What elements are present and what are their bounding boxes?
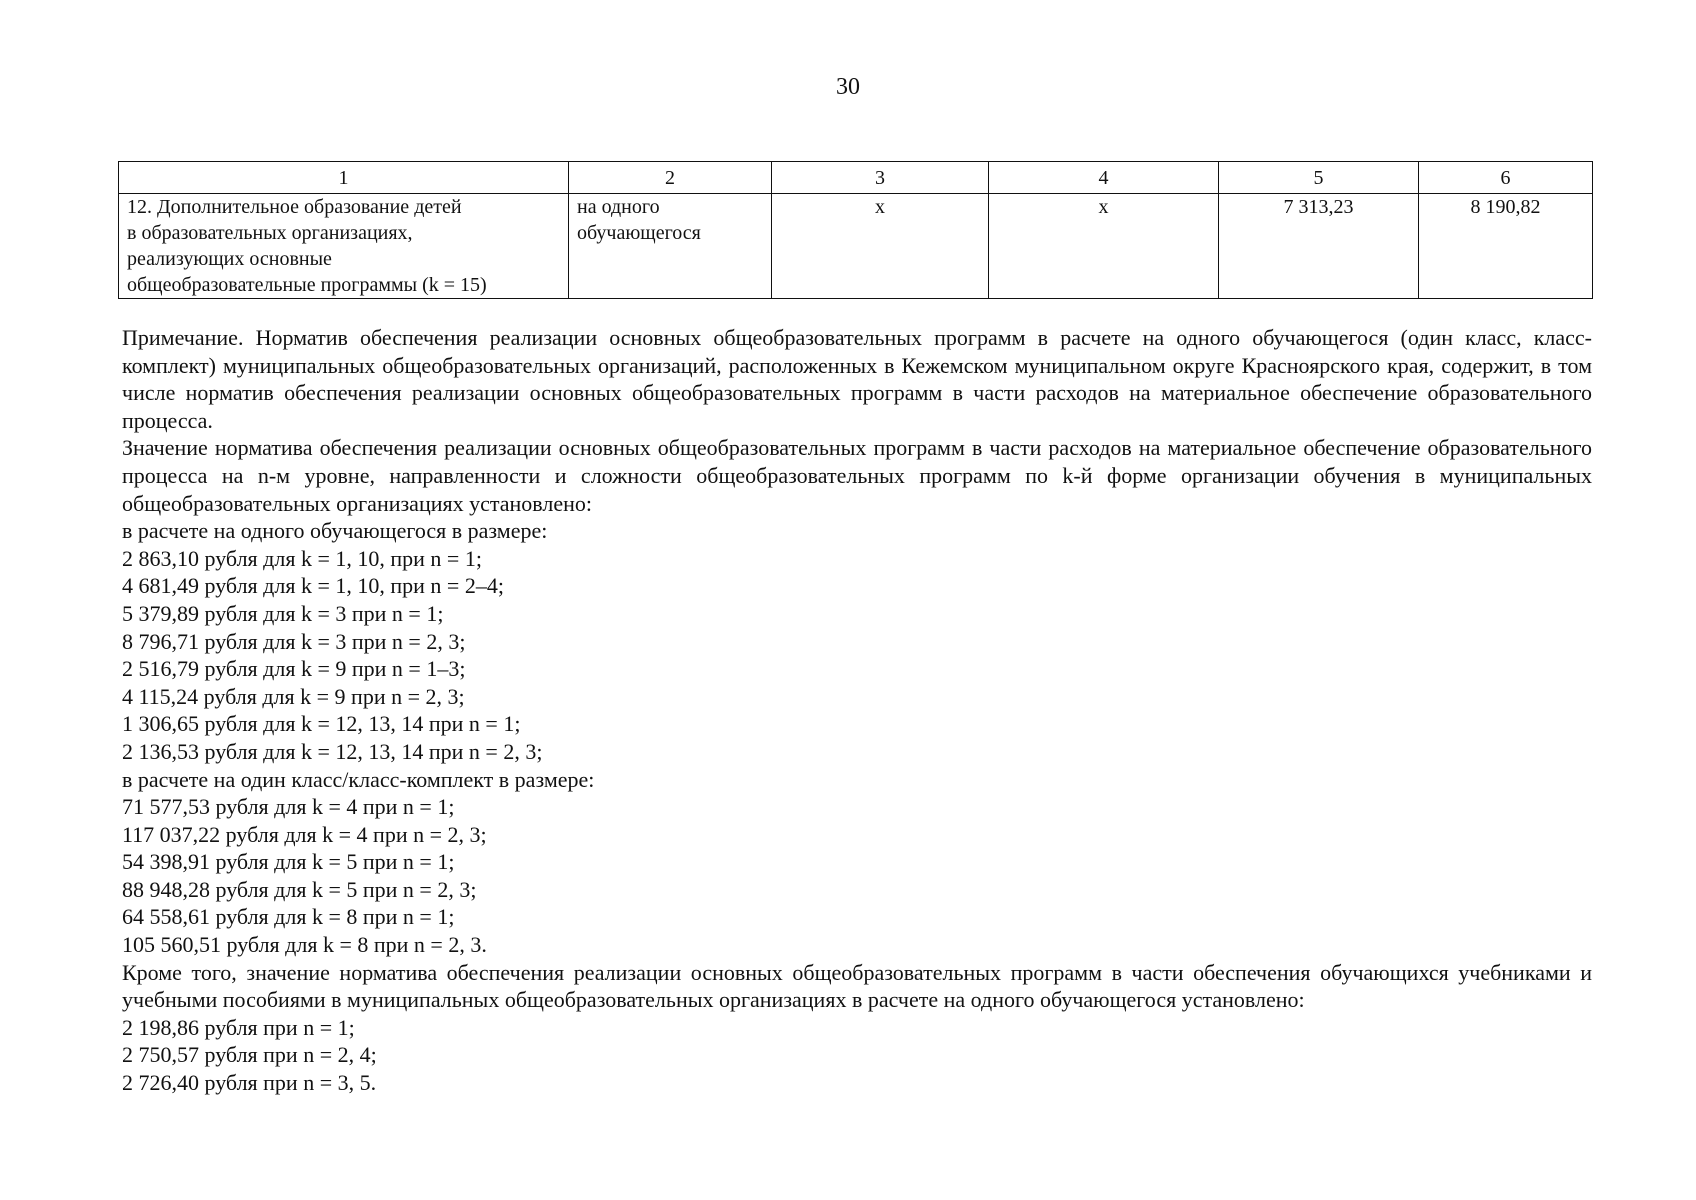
table-row [119, 194, 1593, 299]
row-name-cell [119, 194, 569, 299]
per-class-heading: в расчете на один класс/класс-комплект в размере: [122, 766, 595, 792]
per-class-list [122, 793, 1592, 959]
list-item: 8 796,71 рубля для k = 3 при n = 2, 3; [122, 628, 466, 654]
list-item: 2 136,53 рубля для k = 12, 13, 14 при n = 2, 3; [122, 738, 543, 764]
note-paragraph-1: Примечание. Норматив обеспечения реализации основных общеобразовательных программ в расчете на одного обучающегося (один класс, класс-комплект) муниципальных общеобразовательных организаций, расположенных в Кежемском муниципальном округе Красноярского края, содержит, в том числе норматив обеспечения реализации основных общеобразовательных программ в части расходов на материальное обеспечение образовательного процесса. [122, 325, 1592, 433]
row-unit-line: обучающегося [577, 222, 701, 244]
table-header-cell: 2 [569, 162, 772, 194]
table-header-row [119, 162, 1593, 194]
list-item: 71 577,53 рубля для k = 4 при n = 1; [122, 794, 455, 820]
table-header-cell: 1 [119, 162, 569, 194]
table-header-cell: 3 [772, 162, 989, 194]
row-unit-cell [569, 194, 772, 299]
list-item: 64 558,61 рубля для k = 8 при n = 1; [122, 904, 455, 930]
note-paragraph-2: Значение норматива обеспечения реализации основных общеобразовательных программ в части расходов на материальное обеспечение образовательного процесса на n-м уровне, направленности и сложности общеобразовательных программ по k-й форме организации обучения в муниципальных общеобразовательных организациях установлено: [122, 435, 1592, 516]
list-item: 2 198,86 рубля при n = 1; [122, 1014, 355, 1040]
row-name-line: в образовательных организациях, [127, 222, 413, 244]
notes-section [122, 324, 1592, 1097]
norm-table [118, 161, 1593, 299]
list-item: 2 863,10 рубля для k = 1, 10, при n = 1; [122, 545, 482, 571]
list-item: 1 306,65 рубля для k = 12, 13, 14 при n = 1; [122, 711, 521, 737]
table-header-cell: 6 [1419, 162, 1593, 194]
list-item: 2 726,40 рубля при n = 3, 5. [122, 1070, 377, 1096]
table-header-cell: 5 [1219, 162, 1419, 194]
row-name-line: 12. Дополнительное образование детей [127, 196, 462, 218]
list-item: 5 379,89 рубля для k = 3 при n = 1; [122, 600, 444, 626]
list-item: 54 398,91 рубля для k = 5 при n = 1; [122, 849, 455, 875]
textbook-list [122, 1014, 1592, 1097]
row-col6-cell: 8 190,82 [1419, 194, 1593, 299]
list-item: 4 115,24 рубля для k = 9 при n = 2, 3; [122, 683, 465, 709]
note-paragraph-3: Кроме того, значение норматива обеспечения реализации основных общеобразовательных программ в части обеспечения обучающихся учебниками и учебными пособиями в муниципальных общеобразовательных организациях в расчете на одного обучающегося установлено: [122, 959, 1592, 1013]
row-col4-cell: х [989, 194, 1219, 299]
row-name-line: реализующих основные [127, 248, 332, 270]
list-item: 88 948,28 рубля для k = 5 при n = 2, 3; [122, 876, 477, 902]
row-col5-cell: 7 313,23 [1219, 194, 1419, 299]
list-item: 4 681,49 рубля для k = 1, 10, при n = 2–4; [122, 573, 504, 599]
row-unit-line: на одного [577, 196, 660, 218]
list-item: 105 560,51 рубля для k = 8 при n = 2, 3. [122, 932, 487, 958]
page-number: 30 [836, 74, 860, 100]
per-student-list [122, 545, 1592, 766]
row-name-line: общеобразовательные программы (k = 15) [127, 274, 487, 296]
list-item: 2 516,79 рубля для k = 9 при n = 1–3; [122, 656, 466, 682]
list-item: 2 750,57 рубля при n = 2, 4; [122, 1042, 377, 1068]
list-item: 117 037,22 рубля для k = 4 при n = 2, 3; [122, 821, 487, 847]
row-col3-cell: х [772, 194, 989, 299]
per-student-heading: в расчете на одного обучающегося в размере: [122, 518, 548, 544]
table-header-cell: 4 [989, 162, 1219, 194]
